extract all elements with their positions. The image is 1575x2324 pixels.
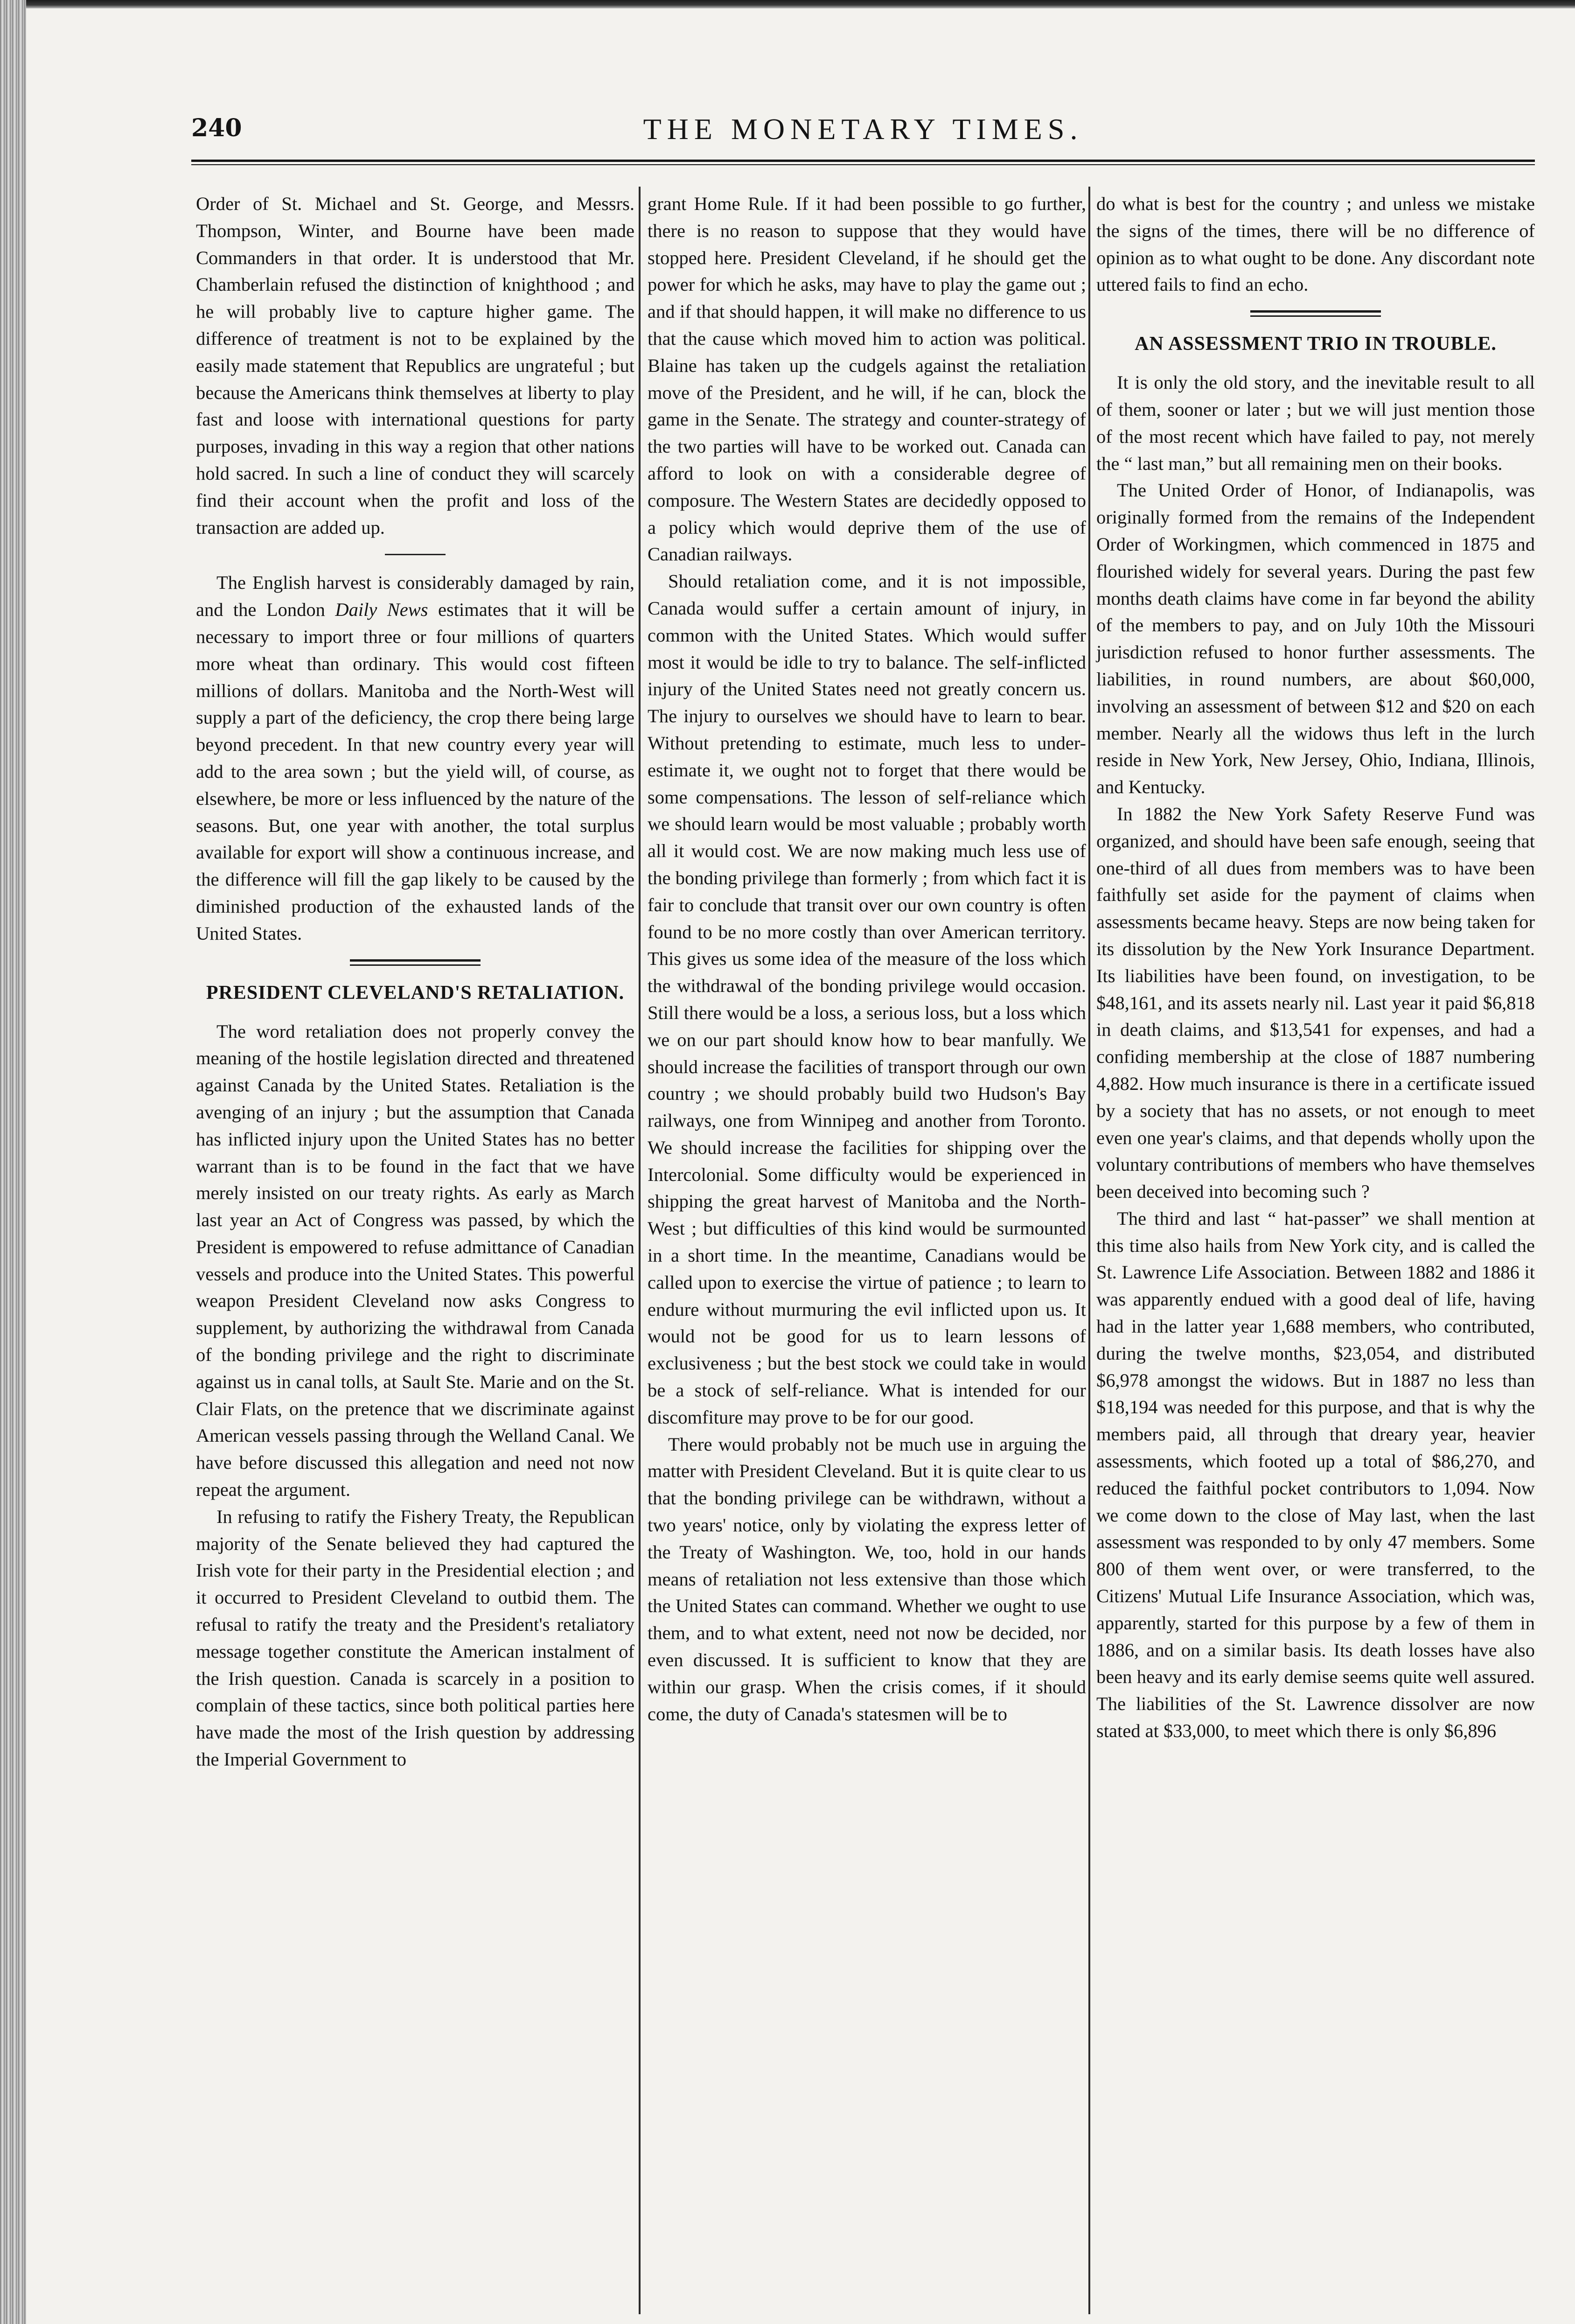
page-top-edge bbox=[0, 0, 1575, 8]
column-2 bbox=[648, 190, 1086, 1727]
article-paragraph: In refusing to ratify the Fishery Treaty, the Republican majority of the Senate believed they had captured the Irish vote for their party in the Presidential election ; and it occurred to President Cleveland to outbid them. The refusal to ratify the treaty and the President's retaliatory message together constitute the American instalment of the Irish question. Canada is scarcely in a position to complain of these tactics, since both political parties here have made the most of the Irish question by addressing the Imperial Government to bbox=[196, 1506, 634, 1770]
article-headline: PRESIDENT CLEVELAND'S RETALIATION. bbox=[206, 982, 625, 1004]
article-paragraph: Should retaliation come, and it is not impossible, Canada would suffer a certain amount of injury, in common with the United States. Which would suffer most it would be idle to try to balance. The self-inflicted injury of the United States need not greatly concern us. The injury to ourselves we should have to learn to bear. Without pretending to estimate, much less to under-estimate it, we ought not to forget that there would be some compensations. The lesson of self-reliance which we should learn would be most valuable ; probably worth all it would cost. We are now making much less use of the bonding privilege than formerly ; from which fact it is fair to conclude that transit over our own country is often found to be no more costly than over American territory. This gives us some idea of the measure of the loss which the withdrawal of the bonding privilege would occasion. Still there would be a loss, a serious loss, but a loss which we on our part should know how to bear manfully. We should increase the facilities of transport through our own country ; we should probably build two Hudson's Bay railways, one from Winnipeg and another from Toronto. We should increase the facilities for shipping over the Intercolonial. Some difficulty would be experienced in shipping the great harvest of Manitoba and the North-West ; but difficulties of this kind would be surmounted in a short time. In the meantime, Canadians would be called upon to exercise the virtue of patience ; to learn to endure without murmuring the evil inflicted upon us. It would not be good for us to learn lessons of exclusiveness ; but the best stock we could take in would be a stock of self-reliance. What is intended for our discomfiture may prove to be for our good. bbox=[648, 571, 1086, 1428]
article-headline: AN ASSESSMENT TRIO IN TROUBLE. bbox=[1135, 333, 1497, 355]
paragraph-text: estimates that it will be necessary to import three or four millions of quarters more wheat than ordinary. This would cost fifteen millions of dollars. Manitoba and the North-West will supply a part of the deficiency, the crop there being large beyond precedent. In that new country every year will add to the area sown ; but the yield will, of course, as elsewhere, be more or less influenced by the nature of the seasons. But, one year with another, the total surplus available for export will show a continuous increase, and the difference will fill the gap likely to be caused by the diminished production of the exhausted lands of the United States. bbox=[196, 599, 634, 944]
article-paragraph: The third and last “ hat-passer” we shall mention at this time also hails from New York city, and is called the St. Lawrence Life Association. Between 1882 and 1886 it was apparently endued with a good deal of life, having had in the latter year 1,688 members, who contributed, during the twelve months, $23,054, and distributed $6,978 amongst the widows. But in 1887 no less than $18,194 was needed for this purpose, and that is why the members paid, all through that dreary year, heavier assessments, which footed up a total of $86,270, and reduced the faithful pocket contributors to 1,094. Now we come down to the close of May last, when the last assessment was responded to by only 47 members. Some 800 of them went over, or were transferred, to the Citizens' Mutual Life Insurance Association, which was, apparently, started for this purpose by a few of them in 1886, and on a similar basis. Its death losses have also been heavy and its early demise seems quite well assured. The liabilities of the St. Lawrence dissolver are now stated at $33,000, to meet which there is only $6,896 bbox=[1096, 1207, 1535, 1742]
header-rule-thick bbox=[191, 160, 1535, 162]
masthead: THE MONETARY TIMES. bbox=[643, 112, 1083, 146]
article-paragraph: The word retaliation does not properly convey the meaning of the hostile legislation directed and threatened against Canada by the United States. Retaliation is the avenging of an injury ; but the assumption that Canada has inflicted injury upon the United States has no better warrant than is to be found in the fact that we have merely insisted on our treaty rights. As early as March last year an Act of Congress was passed, by which the President is empowered to refuse admittance of Canadian vessels and produce into the United States. This powerful weapon President Cleveland now asks Congress to supplement, by authorizing the withdrawal from Canada of the bonding privilege and the right to discriminate against us in canal tolls, at Sault Ste. Marie and on the St. Clair Flats, on the pretence that we discriminate against American vessels passing through the Welland Canal. We have before discussed this allegation and need not now repeat the argument. bbox=[196, 1020, 634, 1500]
page-header bbox=[191, 112, 1535, 149]
headline-divider bbox=[350, 959, 481, 966]
article-paragraph: It is only the old story, and the inevitable result to all of them, sooner or later ; but we will just mention those of the most recent which have failed to pay, not merely the “ last man,” but all remaining men on their books. bbox=[1096, 372, 1535, 474]
headline-divider bbox=[1250, 310, 1381, 317]
column-1 bbox=[196, 190, 634, 1773]
article-paragraph: do what is best for the country ; and unless we mistake the signs of the times, there will be no difference of opinion as to what ought to be done. Any discordant note uttered fails to find an echo. bbox=[1096, 193, 1535, 295]
column-rule-1 bbox=[639, 187, 641, 2314]
article-paragraph bbox=[196, 569, 634, 947]
article-paragraph: In 1882 the New York Safety Reserve Fund was organized, and should have been safe enough, seeing that one-third of all dues from members was to have been faithfully set aside for the payment of claims when assessments became heavy. Steps are now being taken for its dissolution by the New York Insurance Department. Its liabilities have been found, on investigation, to be $48,161, and its assets nearly nil. Last year it paid $6,818 in death claims, and $13,541 for expenses, and had a confiding membership at the close of 1887 numbering 4,882. How much insurance is there in a certificate issued by a society that has no assets, or not enough to meet even one year's claims, and that depends wholly upon the voluntary contributions of members who have themselves been deceived into becoming such ? bbox=[1096, 803, 1535, 1202]
article-paragraph: The United Order of Honor, of Indianapolis, was originally formed from the remains of the Independent Order of Workingmen, which commenced in 1875 and flourished widely for several years. During the past few months death claims have come in far beyond the ability of the members to pay, and on July 10th the Missouri jurisdiction refused to honor further assessments. The liabilities, in round numbers, are about $60,000, involving an assessment of between $12 and $20 on each member. Nearly all the widows thus left in the lurch reside in New York, New Jersey, Ohio, Indiana, Illinois, and Kentucky. bbox=[1096, 480, 1535, 798]
section-divider bbox=[385, 554, 446, 555]
article-paragraph: There would probably not be much use in arguing the matter with President Cleveland. But it is quite clear to us that the bonding privilege can be withdrawn, without a two years' notice, only by violating the express letter of the Treaty of Washington. We, too, hold in our hands means of retaliation not less extensive than those which the United States can command. Whether we ought to use them, and to what extent, need not now be decided, nor even discussed. It is sufficient to know that they are within our grasp. When the crisis comes, if it should come, the duty of Canada's statesmen will be to bbox=[648, 1433, 1086, 1724]
article-paragraph: Order of St. Michael and St. George, and Messrs. Thompson, Winter, and Bourne have been made Commanders in that order. It is understood that Mr. Chamberlain refused the distinction of knighthood ; and he will probably live to capture higher game. The difference of treatment is not to be explained by the easily made statement that Republics are ungrateful ; but because the Americans think themselves at liberty to play fast and loose with international questions for party purposes, invading in this way a region that other nations hold sacred. In such a line of conduct they will scarcely find their account when the profit and loss of the transaction are added up. bbox=[196, 193, 634, 538]
article-paragraph: grant Home Rule. If it had been possible to go further, there is no reason to suppose that they would have stopped here. President Cleveland, if he should get the power for which he asks, may have to play the game out ; and if that should happen, it will make no difference to us that the cause which moved him to action was political. Blaine has taken up the cudgels against the retaliation move of the President, and he will, if he can, block the game in the Senate. The strategy and counter-strategy of the two parties will have to be worked out. Canada can afford to look on with a considerable degree of composure. The Western States are decidedly opposed to a policy which would deprive them of the use of Canadian railways. bbox=[648, 193, 1086, 565]
column-rule-2 bbox=[1088, 187, 1090, 2314]
column-3 bbox=[1096, 190, 1535, 1745]
newspaper-title: Daily News bbox=[335, 599, 428, 621]
header-rule-thin bbox=[191, 164, 1535, 165]
page-number: 240 bbox=[191, 114, 242, 142]
paragraph-text: The English harvest is considerably damaged by rain, and the London bbox=[196, 572, 634, 621]
binding-edge bbox=[0, 0, 26, 2324]
